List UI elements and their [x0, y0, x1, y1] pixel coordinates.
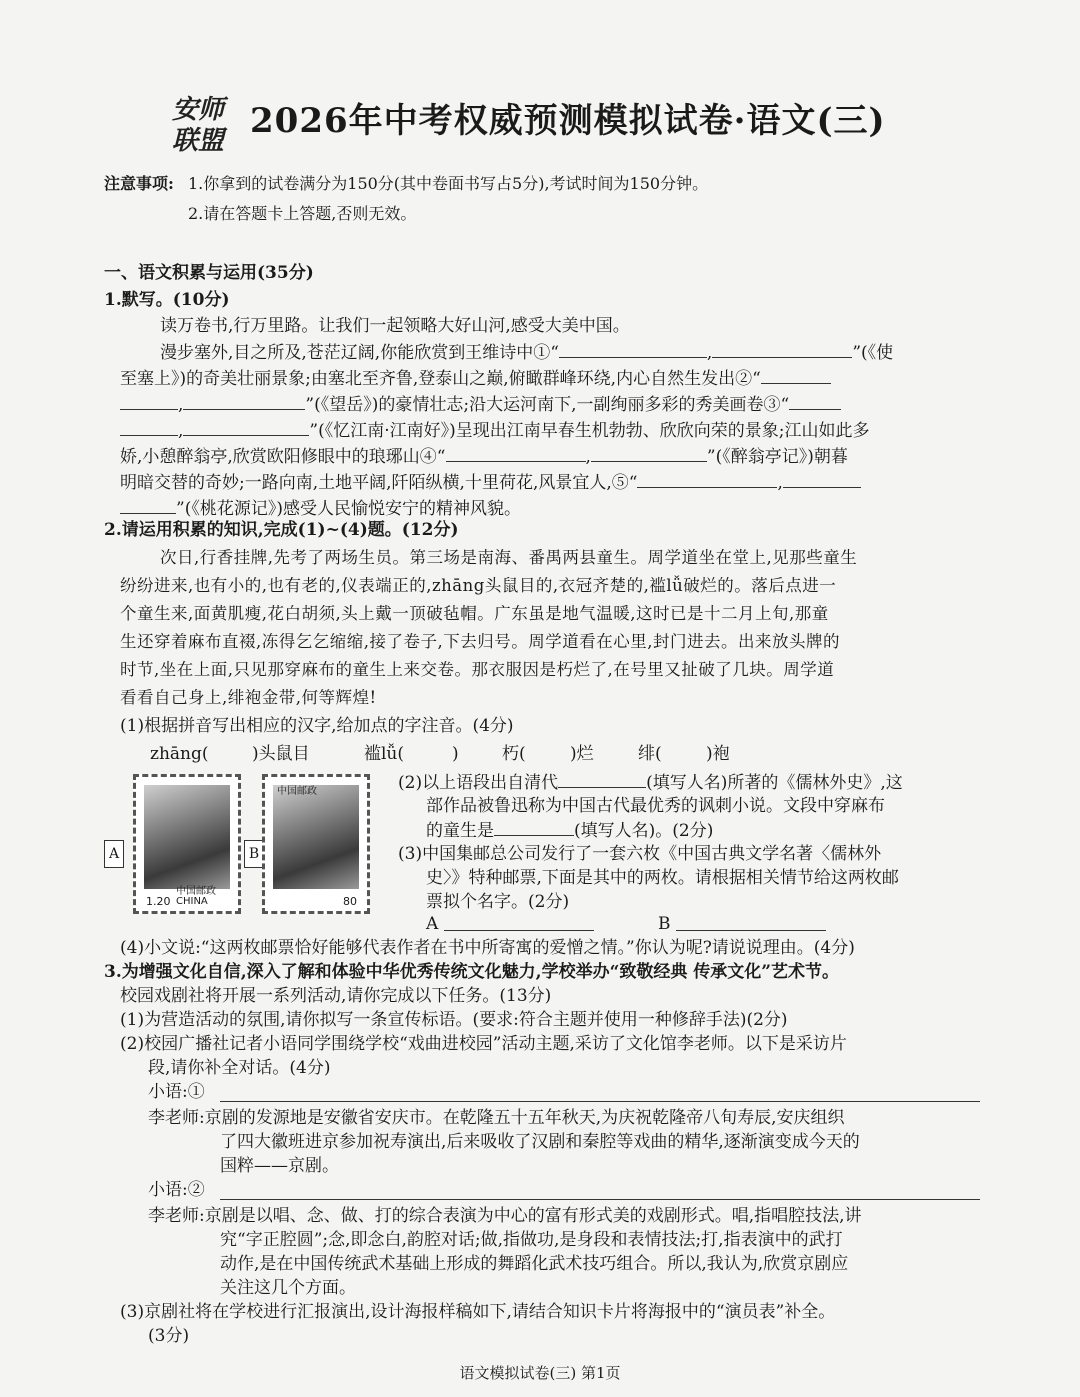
stamp-a-label: A — [104, 840, 124, 868]
stamp-a-caption: 中国邮政CHINA — [176, 886, 216, 907]
q2-sub-4: (4)小文说:“这两枚邮票恰好能够代表作者在书中所寄寓的爱憎之情。”你认为呢?请说说理由。(4分) — [120, 938, 855, 958]
stamp-b-caption: 中国邮政 — [277, 786, 317, 797]
page-title: 2026年中考权威预测模拟试卷·语文(三) — [250, 101, 886, 141]
dialogue-teacher-2b: 究“字正腔圆”;念,即念白,韵腔对话;做,指做功,是身段和表情技法;打,指表演中的武打 — [220, 1230, 843, 1250]
dialogue-answer-line-2 — [220, 1199, 980, 1200]
q1-line-1: 读万卷书,行万里路。让我们一起领略大好山河,感受大美中国。 — [160, 316, 630, 336]
dialogue-answer-line-1 — [220, 1101, 980, 1102]
logo — [172, 95, 244, 161]
dialogue-xiaoyu-1: 小语:① — [148, 1082, 205, 1102]
notice-item-1: 1.你拿到的试卷满分为150分(其中卷面书写占5分),考试时间为150分钟。 — [188, 174, 709, 193]
passage-line-2: 纷纷进来,也有小的,也有老的,仪表端正的,zhāng头鼠目的,衣冠齐楚的,褴lǚ破烂的。落后点进一 — [120, 576, 837, 595]
q2-sub-2-line-3: 的童生是 (填写人名)。(2分) — [426, 821, 714, 841]
pinyin-3b: )烂 — [570, 744, 594, 764]
stamp-b-answer-line — [676, 930, 826, 931]
dialogue-teacher-2a: 李老师:京剧是以唱、念、做、打的综合表演为中心的富有形式美的戏剧形式。唱,指唱腔技法,讲 — [148, 1206, 862, 1226]
passage-line-1: 次日,行香挂牌,先考了两场生员。第三场是南海、番禺两县童生。周学道坐在堂上,见那些童生 — [160, 548, 858, 567]
pinyin-4a: 绯( — [638, 744, 662, 764]
q3-sub-3-b: (3分) — [148, 1326, 190, 1346]
q2-sub-1: (1)根据拼音写出相应的汉字,给加点的字注音。(4分) — [120, 716, 514, 736]
q1-line-3: 至塞上》)的奇美壮丽景象;由塞北至齐鲁,登泰山之巅,俯瞰群峰环绕,内心自然生发出②“ — [120, 370, 831, 388]
pinyin-4b: )袍 — [706, 744, 730, 764]
stamp-b — [262, 774, 370, 914]
pinyin-2b: ) — [452, 744, 459, 764]
dialogue-teacher-1b: 了四大徽班进京参加祝寿演出,后来吸收了汉剧和秦腔等戏曲的精华,逐渐演变成今天的 — [220, 1132, 860, 1152]
logo-line-1: 安师 — [172, 95, 225, 125]
stamp-b-answer-label: B — [658, 914, 671, 934]
section-heading: 一、语文积累与运用(35分) — [104, 263, 314, 283]
notice-label: 注意事项: — [104, 174, 174, 193]
q3-sub-2-b: 段,请你补全对话。(4分) — [148, 1058, 331, 1078]
q3-sub-3: (3)京剧社将在学校进行汇报演出,设计海报样稿如下,请结合知识卡片将海报中的“演员表”补全。 — [120, 1302, 836, 1322]
pinyin-3a: 朽( — [502, 744, 526, 764]
dialogue-xiaoyu-2: 小语:② — [148, 1180, 205, 1200]
passage-line-3: 个童生来,面黄肌瘦,花白胡须,头上戴一顶破毡帽。广东虽是地气温暖,这时已是十二月上旬,那童 — [120, 604, 829, 623]
passage-line-6: 看看自己身上,绯袍金带,何等辉煌! — [120, 688, 377, 707]
stamp-a — [133, 774, 241, 914]
q1-line-2: 漫步塞外,目之所及,苍茫辽阔,你能欣赏到王维诗中①“ , ”(《使 — [160, 343, 894, 363]
q2-sub-3-line-3: 票拟个名字。(2分) — [426, 892, 570, 912]
dialogue-teacher-1a: 李老师:京剧的发源地是安徽省安庆市。在乾隆五十五年秋天,为庆祝乾隆帝八旬寿辰,安庆组织 — [148, 1108, 845, 1128]
q1-line-5: , ”(《忆江南·江南好》)呈现出江南早春生机勃勃、欣欣向荣的景象;江山如此多 — [120, 422, 870, 440]
q3-sub-1: (1)为营造活动的氛围,请你拟写一条宣传标语。(要求:符合主题并使用一种修辞手法)(2分) — [120, 1010, 788, 1030]
question-1-heading: 1.默写。(10分) — [104, 290, 230, 310]
stamp-b-value: 80 — [343, 895, 357, 908]
passage-line-5: 时节,坐在上面,只见那穿麻布的童生上来交卷。那衣服因是朽烂了,在号里又扯破了几块。周学道 — [120, 660, 835, 679]
q2-sub-2-line-2: 部作品被鲁迅称为中国古代最优秀的讽刺小说。文段中穿麻布 — [426, 796, 885, 816]
stamp-a-answer-line — [444, 930, 594, 931]
page-footer: 语文模拟试卷(三) 第1页 — [459, 1364, 621, 1382]
q1-line-7: 明暗交替的奇妙;一路向南,土地平阔,阡陌纵横,十里荷花,风景宜人,⑤“ , — [120, 474, 861, 492]
q2-sub-3-line-1: (3)中国集邮总公司发行了一套六枚《中国古典文学名著〈儒林外 — [398, 844, 882, 864]
pinyin-1a: zhāng( — [150, 744, 209, 764]
notice-item-2: 2.请在答题卡上答题,否则无效。 — [188, 204, 417, 223]
dialogue-teacher-2c: 动作,是在中国传统武术基础上形成的舞蹈化武术技巧组合。所以,我认为,欣赏京剧应 — [220, 1254, 849, 1274]
q3-sub-2: (2)校园广播社记者小语同学围绕学校“戏曲进校园”活动主题,采访了文化馆李老师。以下是采访片 — [120, 1034, 847, 1054]
q1-line-4: , ”(《望岳》)的豪情壮志;沿大运河南下,一副绚丽多彩的秀美画卷③“ — [120, 396, 841, 414]
stamp-b-image — [273, 785, 359, 889]
dialogue-teacher-1c: 国粹——京剧。 — [220, 1156, 339, 1176]
question-3-heading-2: 校园戏剧社将开展一系列活动,请你完成以下任务。(13分) — [120, 986, 552, 1006]
pinyin-2a: 褴lǚ( — [364, 744, 405, 764]
q1-line-8: ”(《桃花源记》)感受人民愉悦安宁的精神风貌。 — [120, 500, 521, 518]
q1-line-6: 娇,小憩醉翁亭,欣赏欧阳修眼中的琅琊山④“ , ”(《醉翁亭记》)朝暮 — [120, 447, 848, 467]
q2-sub-2-line-1: (2)以上语段出自清代 (填写人名)所著的《儒林外史》,这 — [398, 773, 903, 793]
stamp-b-label: B — [244, 840, 264, 868]
question-2-heading: 2.请运用积累的知识,完成(1)~(4)题。(12分) — [104, 520, 459, 540]
logo-line-2: 联盟 — [172, 126, 225, 156]
passage-line-4: 生还穿着麻布直裰,冻得乞乞缩缩,接了卷子,下去归号。周学道看在心里,封门进去。出来放头牌的 — [120, 632, 840, 651]
q2-sub-3-line-2: 史〉》特种邮票,下面是其中的两枚。请根据相关情节给这两枚邮 — [426, 868, 899, 888]
pinyin-1b: )头鼠目 — [252, 744, 310, 764]
stamp-a-answer-label: A — [426, 914, 439, 934]
dialogue-teacher-2d: 关注这几个方面。 — [220, 1278, 356, 1298]
stamp-a-image — [144, 785, 230, 889]
stamp-a-value: 1.20 — [146, 895, 171, 908]
question-3-heading: 3.为增强文化自信,深入了解和体验中华优秀传统文化魅力,学校举办“致敬经典 传承文化”艺术节。 — [104, 962, 840, 982]
